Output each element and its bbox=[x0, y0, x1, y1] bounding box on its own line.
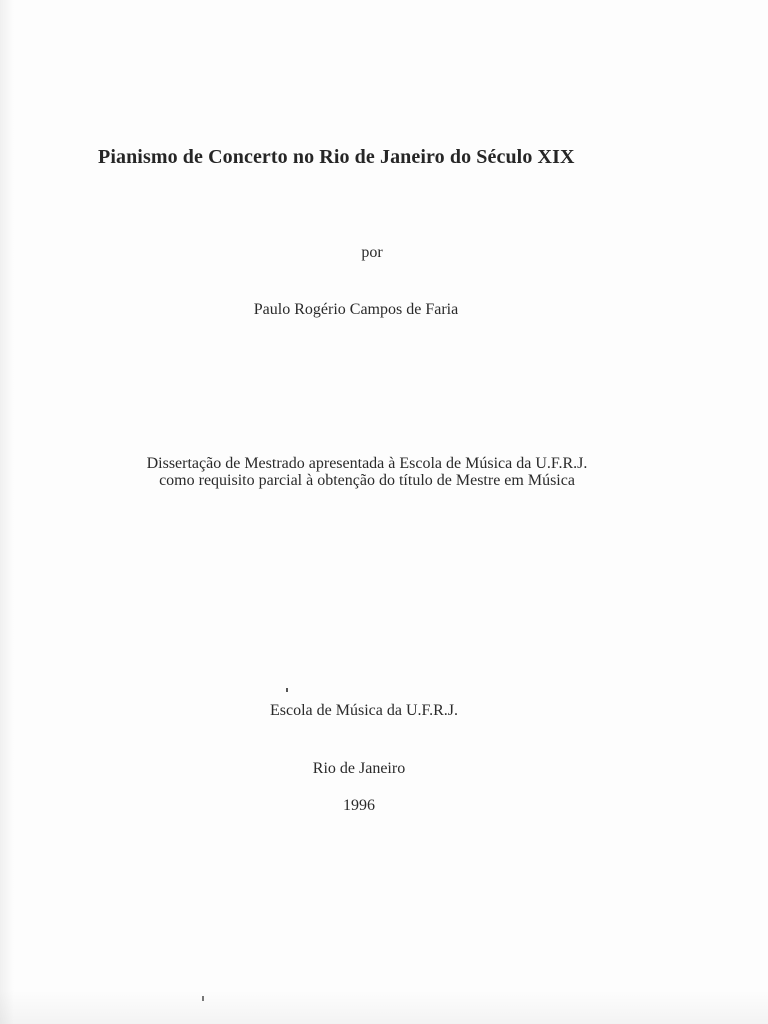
city-name: Rio de Janeiro bbox=[312, 760, 406, 777]
scan-speck bbox=[202, 996, 204, 1001]
by-label: por bbox=[361, 244, 383, 261]
description-line-2: como requisito parcial à obtenção do título de Mestre em Música bbox=[159, 472, 575, 489]
institution-name: Escola de Música da U.F.R.J. bbox=[269, 702, 459, 719]
publication-year: 1996 bbox=[343, 797, 375, 814]
document-title: Pianismo de Concerto no Rio de Janeiro do Século XIX bbox=[98, 146, 575, 168]
scan-edge-shadow bbox=[0, 0, 14, 1024]
scan-bottom-shadow bbox=[0, 990, 768, 1024]
scan-speck bbox=[286, 688, 288, 692]
description-line-1: Dissertação de Mestrado apresentada à Escola de Música da U.F.R.J. bbox=[146, 455, 588, 472]
author-name: Paulo Rogério Campos de Faria bbox=[253, 301, 459, 318]
